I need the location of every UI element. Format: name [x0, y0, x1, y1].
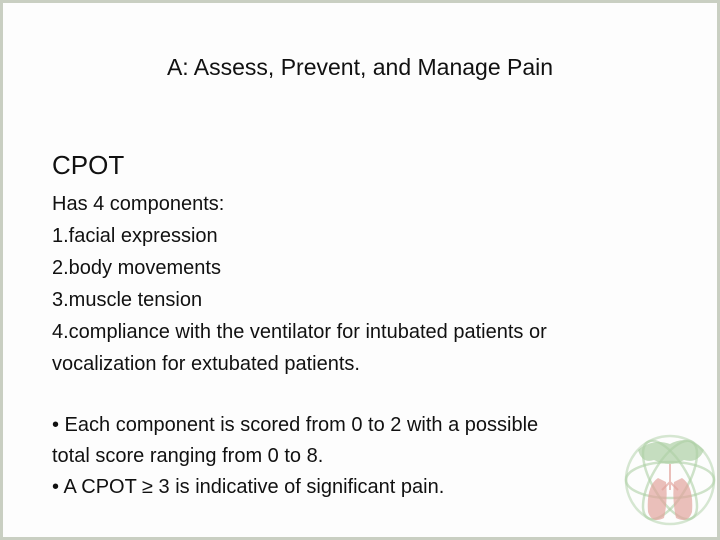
body-line: 2.body movements	[52, 257, 221, 279]
body-line: 4.compliance with the ventilator for intubated patients or	[52, 321, 547, 343]
components-list	[52, 188, 692, 380]
body-line: 1.facial expression	[52, 225, 218, 247]
lungs-logo-icon	[618, 420, 720, 540]
bullet-line: total score ranging from 0 to 8.	[52, 445, 324, 467]
bullet-line: • A CPOT ≥ 3 is indicative of significant pain.	[52, 476, 445, 498]
slide-border-top	[0, 0, 720, 3]
section-heading: CPOT	[52, 150, 125, 180]
body-line: vocalization for extubated patients.	[52, 353, 360, 375]
body-line: Has 4 components:	[52, 193, 225, 215]
slide-title: A: Assess, Prevent, and Manage Pain	[166, 54, 554, 80]
bullet-line: • Each component is scored from 0 to 2 with a possible	[52, 414, 539, 436]
scoring-bullets	[52, 410, 692, 503]
body-line: 3.muscle tension	[52, 289, 203, 311]
